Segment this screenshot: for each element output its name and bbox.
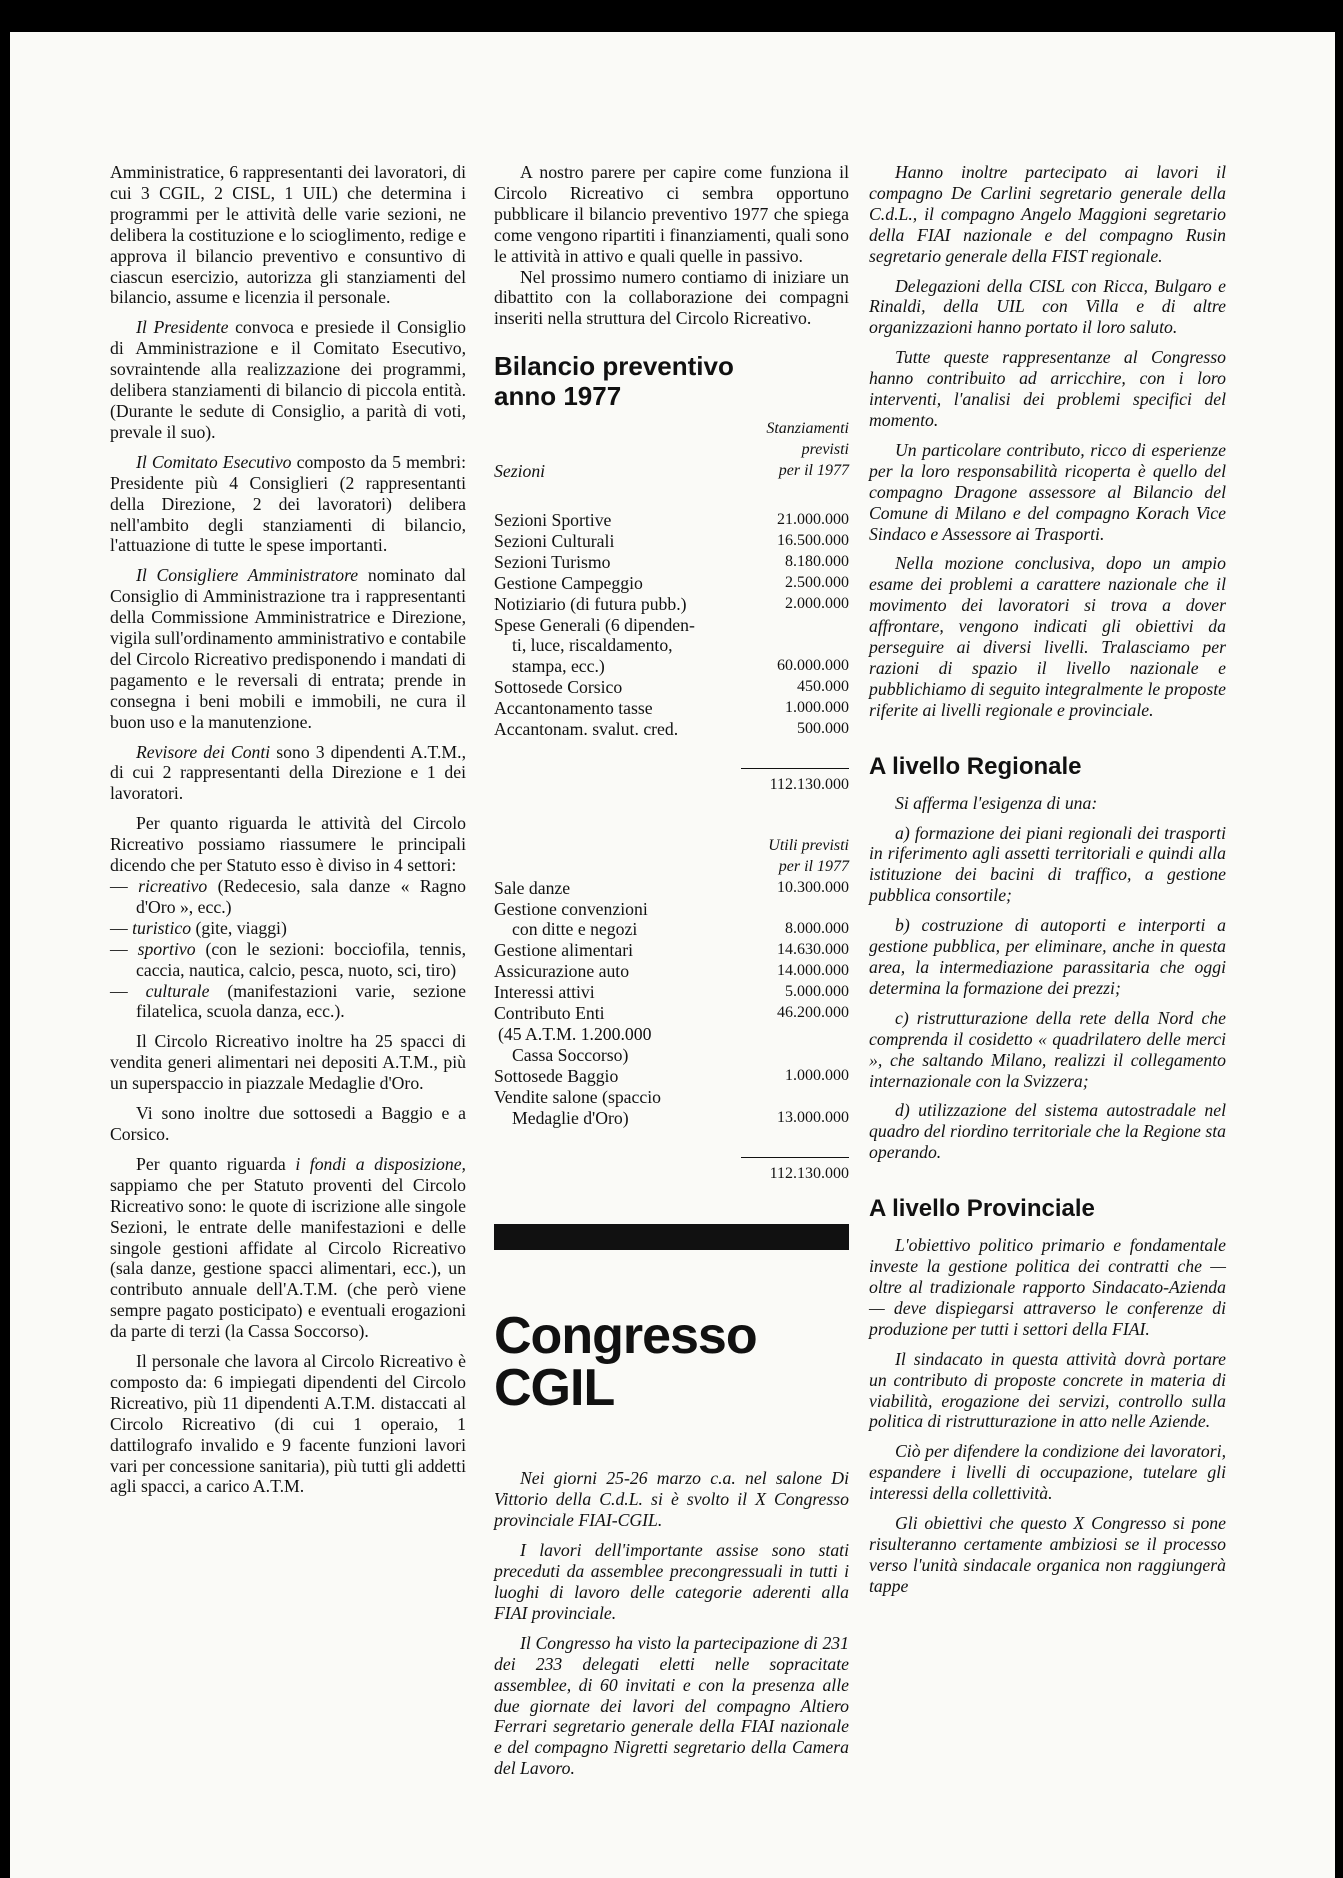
column-1 — [110, 162, 466, 1506]
list-term: sportivo — [137, 938, 196, 959]
table-row — [494, 573, 849, 594]
paragraph: Gli obiettivi che questo X Congresso si pone risulteranno certamente ambiziosi se il processo verso l'unità sindacale organica non raggiungerà tappe — [869, 1513, 1226, 1596]
paragraph-lead: Revisore dei Conti — [136, 741, 271, 762]
paragraph: a) formazione dei piani regionali dei trasporti in riferimento agli assetti territoriali e quindi alla istituzione dei bacini di traffico, a gestione pubblica consortile; — [869, 822, 1226, 906]
row-label: Sottosede Corsico — [494, 677, 623, 698]
paragraph: c) ristrutturazione della rete della Nord che comprenda il cosidetto « quadrilatero delle merci », che saltando Milano, realizzi il collegamento internazionale con la Svizzera; — [869, 1007, 1226, 1091]
list-dash: — — [110, 938, 138, 959]
header-stanziamenti — [741, 419, 849, 482]
row-label: Medaglie d'Oro) — [512, 1107, 629, 1128]
paragraph-lead: Il Comitato Esecutivo — [136, 451, 292, 472]
paragraph: Il Congresso ha visto la partecipazione di 231 dei 233 delegati eletti nelle sopracitate assemblee, di 60 invitati e con la presenza alle due giornate dei lavori del compagno Altiero Ferrari segretario generale della FIAI nazionale e del compagno Nigretti segretario della Camera del Lavoro. — [494, 1632, 849, 1779]
list-text: (Redecesio, sala danze « Ragno d'Oro », ecc.) — [136, 876, 467, 917]
row-value: 13.000.000 — [777, 1108, 849, 1126]
row-value — [741, 1087, 849, 1108]
row-value: 1.000.000 — [785, 699, 849, 717]
row-value: 2.500.000 — [785, 573, 849, 591]
row-label: Assicurazione auto — [494, 961, 630, 982]
paragraph — [110, 317, 466, 442]
total-value: 112.130.000 — [741, 1157, 849, 1184]
header-sezioni: Sezioni — [494, 461, 546, 482]
budget-expenses-table — [494, 419, 849, 1184]
total-row — [494, 1157, 849, 1184]
paragraph-emphasis: i fondi a disposizione, — [295, 1153, 466, 1174]
paragraph: Il personale che lavora al Circolo Ricreativo è composto da: 6 impiegati dipendenti del Circolo Ricreativo, più 11 dipendenti A.T.M. distaccati al Circolo Ricreativo (di cui 1 operaio, 1 dattilografo invalido e 9 facente funzioni lavori vari per concessione sanitaria), più tutti gli addetti agli spacci, a carico A.T.M. — [110, 1351, 466, 1497]
table-row — [494, 1045, 849, 1066]
table-row — [494, 1108, 849, 1129]
paragraph: Hanno inoltre partecipato ai lavori il compagno De Carlini segretario generale della C.d.L., il compagno Angelo Maggioni segretario della FIAI nazionale e del compagno Rusin segretario generale della FIST regionale. — [869, 162, 1226, 266]
row-value: 10.300.000 — [777, 878, 849, 896]
bilancio-heading-line-2: anno 1977 — [494, 381, 622, 412]
paragraph: A nostro parere per capire come funziona il Circolo Ricreativo ci sembra opportuno pubblicare il bilancio preventivo 1977 che spiega come vengono ripartiti i finanziamenti, quali sono le attività in attivo e quali quelle in passivo. — [494, 162, 849, 266]
table-row — [494, 677, 849, 698]
table-row — [494, 961, 849, 982]
paragraph-text: nominato dal Consiglio di Amministrazione tra i rappresentanti della Commissione Amministratrice e Direzione, vigila sull'ordinamento amministrativo e contabile del Circolo Ricreativo predisponendo i mandati di pagamento e le reversali di entrata; prende in consegna i beni mobili e immobili, ne cura il buon uso e la manutenzione. — [110, 565, 467, 732]
row-value: 60.000.000 — [777, 657, 849, 675]
congresso-heading-line-2: CGIL — [494, 1359, 615, 1418]
paragraph-text: composto da 5 membri: Presidente più 4 Consiglieri (2 rappresentanti della Direzione, 2 dei lavoratori) delibera nell'ambito degli stanziamenti di bilancio, l'attuazione di tutte le spese importanti. — [110, 451, 467, 556]
table-header — [494, 836, 849, 878]
list-dash: — — [110, 876, 139, 896]
list-dash: — — [110, 917, 133, 938]
table-row — [494, 615, 849, 636]
row-value: 8.180.000 — [785, 552, 849, 570]
paragraph-lead: Il Presidente — [136, 317, 229, 338]
list-item — [110, 981, 466, 1023]
row-label: Cassa Soccorso) — [512, 1044, 629, 1065]
paragraph: Nella mozione conclusiva, dopo un ampio esame dei problemi a carattere nazionale che il movimento dei lavoratori si trova a dover affrontare, vengono indicati gli obiettivi da perseguire ai diversi livelli. Tralasciamo per razioni di spazio il livello nazionale e pubblichiamo di seguito integralmente le proposte riferite ai livelli regionale e provinciale. — [869, 553, 1226, 720]
row-label: Sezioni Culturali — [494, 530, 615, 551]
magazine-page — [10, 32, 1335, 1878]
table-row — [494, 982, 849, 1003]
list-text: (con le sezioni: bocciofila, tennis, caccia, nautica, calcio, pesca, nuoto, sci, tiro) — [136, 938, 466, 980]
provincial-heading: A livello Provinciale — [869, 1195, 1095, 1223]
table-row — [494, 719, 849, 740]
header-line: previsti — [801, 441, 849, 459]
list-text: (gite, viaggi) — [191, 917, 287, 938]
table-row — [494, 552, 849, 573]
row-value — [741, 899, 849, 920]
congresso-heading-line-1: Congresso — [494, 1307, 757, 1366]
paragraph: b) costruzione di autoporti e interporti a gestione pubblica, per eliminare, anche in questa area, la intermediazione parassitaria che oggi determina la formazione dei prezzi; — [869, 915, 1226, 998]
row-value: 14.000.000 — [777, 962, 849, 980]
row-value: 500.000 — [797, 720, 849, 738]
black-divider-bar — [494, 1224, 849, 1250]
row-value — [741, 1024, 849, 1045]
row-label: Interessi attivi — [494, 982, 595, 1003]
paragraph: Tutte queste rappresentanze al Congresso hanno contribuito ad arricchire, con i loro interventi, l'analisi dei problemi specifici del momento. — [869, 347, 1226, 430]
table-row — [494, 531, 849, 552]
list-text: (manifestazioni varie, sezione filatelica, scuola danza, ecc.). — [136, 980, 466, 1022]
paragraph: Si afferma l'esigenza di una: — [895, 792, 1098, 813]
paragraph: I lavori dell'importante assise sono stati preceduti da assemblee precongressuali in tutti i luoghi di lavoro delle categorie aderenti alla FIAI provinciale. — [494, 1540, 849, 1623]
paragraph: Un particolare contributo, ricco di esperienze per la loro responsabilità ricoperta è quello del compagno Dragone assessore al Bilancio del Comune di Milano e del compagno Korach Vice Sindaco e Assessore ai Trasporti. — [869, 439, 1226, 544]
sector-list — [110, 876, 466, 1022]
congresso-heading — [494, 1307, 849, 1418]
paragraph — [110, 742, 466, 805]
row-value: 1.000.000 — [785, 1066, 849, 1084]
table-row — [494, 1066, 849, 1087]
row-label: Accantonamento tasse — [494, 698, 653, 719]
bilancio-heading — [494, 351, 849, 411]
table-row — [494, 594, 849, 615]
row-label: Accantonam. svalut. cred. — [494, 719, 679, 740]
paragraph-text: sono 3 dipendenti A.T.M., di cui 2 rappresentanti della Direzione e 1 dei lavoratori. — [110, 741, 466, 804]
row-value: 8.000.000 — [785, 920, 849, 938]
row-value: 21.000.000 — [777, 510, 849, 528]
table-row — [494, 899, 849, 920]
row-value: 14.630.000 — [777, 941, 849, 959]
row-label: con ditte e negozi — [512, 919, 638, 940]
table-row — [494, 1024, 849, 1045]
paragraph: Il sindacato in questa attività dovrà portare un contributo di proposte concrete in materia di viabilità, erogazione dei servizi, controllo sulla politica di ristrutturazione in atto nelle Aziende. — [869, 1348, 1226, 1432]
table-row — [494, 656, 849, 677]
row-label: Sale danze — [494, 877, 571, 898]
row-label: stampa, ecc.) — [512, 656, 605, 677]
table-row — [494, 940, 849, 961]
table-row — [494, 635, 849, 656]
paragraph: d) utilizzazione del sistema autostradale nel quadro del riordino territoriale che la Regione sta operando. — [869, 1100, 1226, 1163]
paragraph — [110, 565, 466, 732]
header-line: per il 1977 — [778, 857, 849, 875]
bilancio-heading-line-1: Bilancio preventivo — [494, 351, 734, 382]
row-label: Vendite salone (spaccio — [494, 1086, 661, 1107]
table-row — [494, 919, 849, 940]
row-value: 5.000.000 — [785, 983, 849, 1001]
row-label: Sottosede Baggio — [494, 1065, 619, 1086]
header-line: Utili previsti — [768, 836, 849, 854]
table-row — [494, 510, 849, 531]
paragraph: Amministratice, 6 rappresentanti dei lavoratori, di cui 3 CGIL, 2 CISL, 1 UIL) che determina i programmi per le attività delle varie sezioni, ne delibera la costituzione e lo scioglimento, redige e approva il bilancio preventivo e consuntivo di ciascun esercizio, autorizza gli stanziamenti del bilancio, assume e licenzia il personale. — [110, 162, 466, 308]
table-row — [494, 698, 849, 719]
paragraph — [110, 1154, 466, 1342]
list-item — [110, 939, 466, 981]
row-label: Gestione convenzioni — [494, 898, 648, 919]
table-row — [494, 878, 849, 899]
paragraph: Il Circolo Ricreativo inoltre ha 25 spacci di vendita generi alimentari nei depositi A.T.M., più un superspaccio in piazzale Medaglie d'Oro. — [110, 1031, 466, 1094]
list-term: ricreativo — [138, 876, 208, 896]
table-header — [494, 419, 849, 482]
paragraph: Nei giorni 25-26 marzo c.a. nel salone Di Vittorio della C.d.L. si è svolto il X Congresso provinciale FIAI-CGIL. — [494, 1468, 849, 1531]
paragraph: Delegazioni della CISL con Ricca, Bulgaro e Rinaldi, della UIL con Villa e di altre organizzazioni hanno portato il loro saluto. — [869, 275, 1226, 338]
header-utili — [741, 836, 849, 878]
row-label: Spese Generali (6 dipenden- — [494, 614, 695, 635]
table-row — [494, 1087, 849, 1108]
paragraph: Per quanto riguarda le attività del Circolo Ricreativo possiamo riassumere le principali dicendo che per Statuto esso è diviso in 4 settori: — [110, 813, 466, 876]
total-value: 112.130.000 — [741, 768, 849, 795]
row-label: Gestione Campeggio — [494, 572, 643, 593]
paragraph-text: convoca e presiede il Consiglio di Amministrazione e il Comitato Esecutivo, sovraintende alla realizzazione dei programmi, delibera stanziamenti di bilancio di piccola entità. (Durante le sedute di Consiglio, a parità di voti, prevale il suo). — [110, 317, 466, 442]
paragraph-lead: Il Consigliere Amministratore — [136, 565, 359, 586]
paragraph: L'obiettivo politico primario e fondamentale investe la gestione politica dei contratti che — oltre al tradizionale rapporto Sindacato-Azienda — deve dispiegarsi attraverso le conferenze di produzione per tutti i settori della FIAI. — [869, 1235, 1226, 1339]
table-row — [494, 1003, 849, 1024]
row-value — [741, 635, 849, 656]
paragraph: Vi sono inoltre due sottosedi a Baggio e a Corsico. — [110, 1103, 466, 1144]
list-item — [110, 918, 466, 939]
regional-heading: A livello Regionale — [869, 752, 1082, 780]
header-line: per il 1977 — [778, 462, 849, 480]
row-value — [741, 1045, 849, 1066]
list-dash: — — [110, 980, 146, 1001]
paragraph-text: Per quanto riguarda — [136, 1153, 296, 1174]
row-label: ti, luce, riscaldamento, — [512, 635, 673, 656]
paragraph: Nel prossimo numero contiamo di iniziare un dibattito con la collaborazione dei compagni inseriti nella struttura del Circolo Ricreativo. — [494, 266, 849, 329]
row-label: Gestione alimentari — [494, 940, 633, 961]
row-label: (45 A.T.M. 1.200.000 — [498, 1024, 652, 1044]
row-value — [741, 615, 849, 636]
total-row — [494, 768, 849, 795]
list-item — [110, 876, 466, 918]
row-value: 46.200.000 — [777, 1004, 849, 1022]
column-3 — [869, 162, 1226, 1606]
row-value: 16.500.000 — [777, 531, 849, 549]
row-label: Notiziario (di futura pubb.) — [494, 593, 687, 614]
header-line: Stanziamenti — [766, 420, 849, 438]
row-label: Sezioni Sportive — [494, 509, 612, 530]
column-2 — [494, 162, 849, 1788]
paragraph: Ciò per difendere la condizione dei lavoratori, espandere i livelli di occupazione, tutelare gli interessi della collettività. — [869, 1441, 1226, 1504]
row-label: Sezioni Turismo — [494, 551, 611, 572]
row-label: Contributo Enti — [494, 1003, 605, 1024]
row-value: 2.000.000 — [785, 594, 849, 612]
row-value: 450.000 — [797, 678, 849, 696]
paragraph-text: sappiamo che per Statuto proventi del Circolo Ricreativo sono: le quote di iscrizione alle singole Sezioni, le entrate delle manifestazioni e delle singole gestioni affidate al Circolo Ricreativo (sala danze, gestione spacci alimentari, ecc.), un contributo annuale dell'A.T.M. (che però viene sempre pagato posticipato) e eventuali erogazioni da parte di terzi (la Cassa Soccorso). — [110, 1174, 466, 1342]
paragraph — [110, 452, 466, 557]
list-term: turistico — [132, 917, 192, 938]
list-term: culturale — [145, 980, 210, 1001]
